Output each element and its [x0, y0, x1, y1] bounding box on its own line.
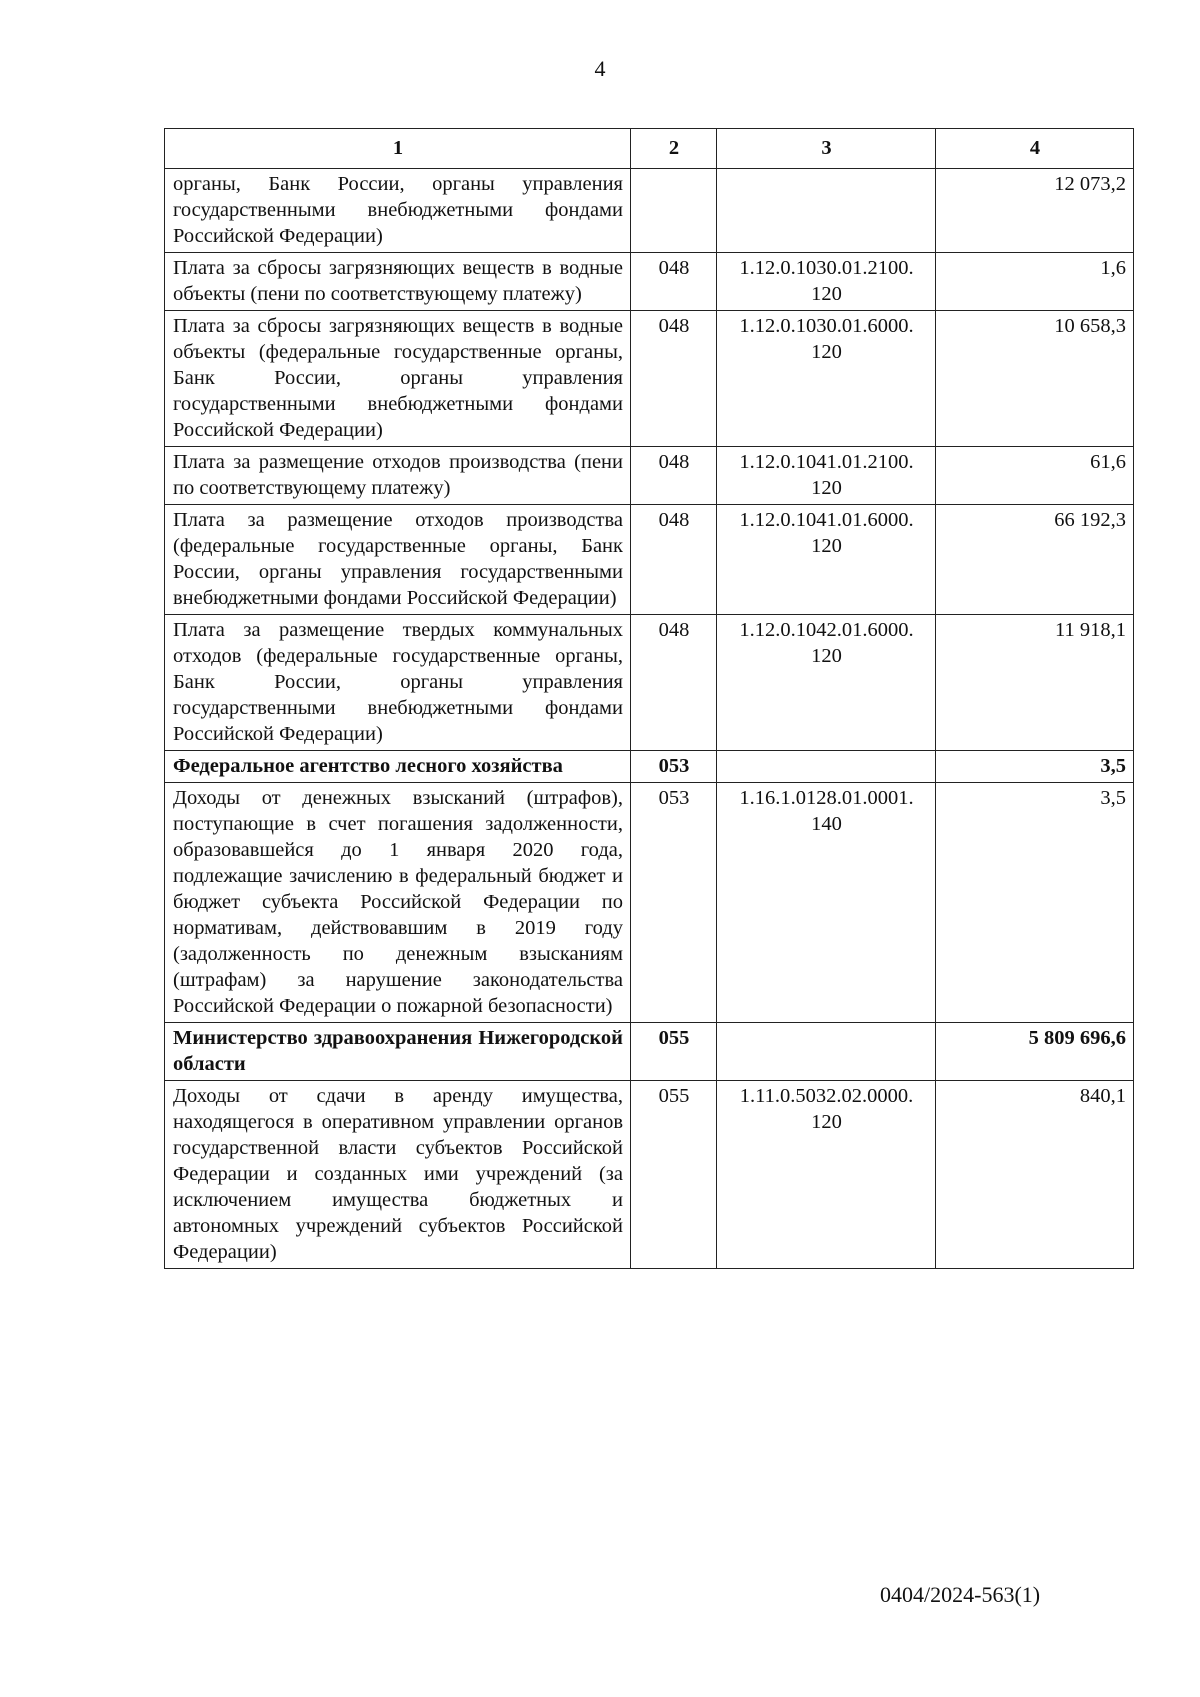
row-admin-code: 053 [631, 783, 717, 1023]
row-kbk: 1.11.0.5032.02.0000. 120 [717, 1081, 936, 1269]
row-amount: 5 809 696,6 [936, 1023, 1134, 1081]
row-amount: 11 918,1 [936, 615, 1134, 751]
row-kbk: 1.12.0.1030.01.6000. 120 [717, 311, 936, 447]
row-kbk: 1.12.0.1042.01.6000. 120 [717, 615, 936, 751]
row-admin-code: 048 [631, 253, 717, 311]
row-amount: 66 192,3 [936, 505, 1134, 615]
row-admin-code: 048 [631, 505, 717, 615]
row-description: Плата за размещение твердых коммунальных отходов (федеральные государственные органы, Банк России, органы управления государственными внебюджетными фондами Российской Федерации) [165, 615, 631, 751]
row-amount: 12 073,2 [936, 169, 1134, 253]
table-row [165, 447, 1134, 505]
row-description: Министерство здравоохранения Нижегородской области [165, 1023, 631, 1081]
row-description: органы, Банк России, органы управления государственными внебюджетными фондами Российской Федерации) [165, 169, 631, 253]
row-admin-code: 048 [631, 447, 717, 505]
row-admin-code: 048 [631, 615, 717, 751]
row-kbk: 1.12.0.1041.01.2100. 120 [717, 447, 936, 505]
table-row [165, 253, 1134, 311]
table-row [165, 311, 1134, 447]
row-description: Плата за размещение отходов производства (пени по соответствующему платежу) [165, 447, 631, 505]
column-header-amount: 4 [936, 129, 1134, 169]
table-header-row [165, 129, 1134, 169]
row-kbk [717, 751, 936, 783]
table-row-agency-header [165, 751, 1134, 783]
row-description: Плата за сбросы загрязняющих веществ в водные объекты (пени по соответствующему платежу) [165, 253, 631, 311]
page-number: 4 [594, 56, 606, 81]
row-description: Доходы от денежных взысканий (штрафов), поступающие в счет погашения задолженности, образовавшейся до 1 января 2020 года, подлежащие зачислению в федеральный бюджет и бюджет субъекта Российской Федерации по нормативам, действовавшим в 2019 году (задолженность по денежным взысканиям (штрафам) за нарушение законодательства Российской Федерации о пожарной безопасности) [165, 783, 631, 1023]
row-description: Федеральное агентство лесного хозяйства [165, 751, 631, 783]
row-description: Плата за размещение отходов производства (федеральные государственные органы, Банк России, органы управления государственными внебюджетными фондами Российской Федерации) [165, 505, 631, 615]
table-row [165, 783, 1134, 1023]
row-admin-code: 055 [631, 1081, 717, 1269]
column-header-admin-code: 2 [631, 129, 717, 169]
row-amount: 840,1 [936, 1081, 1134, 1269]
budget-revenue-table [164, 128, 1134, 1269]
table-row [165, 615, 1134, 751]
row-admin-code: 053 [631, 751, 717, 783]
row-amount: 10 658,3 [936, 311, 1134, 447]
row-kbk: 1.12.0.1030.01.2100. 120 [717, 253, 936, 311]
row-amount: 3,5 [936, 783, 1134, 1023]
column-header-description: 1 [165, 129, 631, 169]
row-admin-code: 048 [631, 311, 717, 447]
row-kbk: 1.12.0.1041.01.6000. 120 [717, 505, 936, 615]
row-amount: 3,5 [936, 751, 1134, 783]
row-admin-code [631, 169, 717, 253]
row-description: Доходы от сдачи в аренду имущества, находящегося в оперативном управлении органов государственной власти субъектов Российской Федерации и созданных ими учреждений (за исключением имущества бюджетных и автономных учреждений субъектов Российской Федерации) [165, 1081, 631, 1269]
row-kbk [717, 1023, 936, 1081]
row-kbk [717, 169, 936, 253]
row-admin-code: 055 [631, 1023, 717, 1081]
row-amount: 1,6 [936, 253, 1134, 311]
table-row [165, 169, 1134, 253]
table-row [165, 1081, 1134, 1269]
row-amount: 61,6 [936, 447, 1134, 505]
row-kbk: 1.16.1.0128.01.0001. 140 [717, 783, 936, 1023]
document-registration-code: 0404/2024-563(1) [880, 1582, 1041, 1607]
column-header-kbk: 3 [717, 129, 936, 169]
row-description: Плата за сбросы загрязняющих веществ в водные объекты (федеральные государственные органы, Банк России, органы управления государственными внебюджетными фондами Российской Федерации) [165, 311, 631, 447]
table-row [165, 505, 1134, 615]
table-row-agency-header [165, 1023, 1134, 1081]
